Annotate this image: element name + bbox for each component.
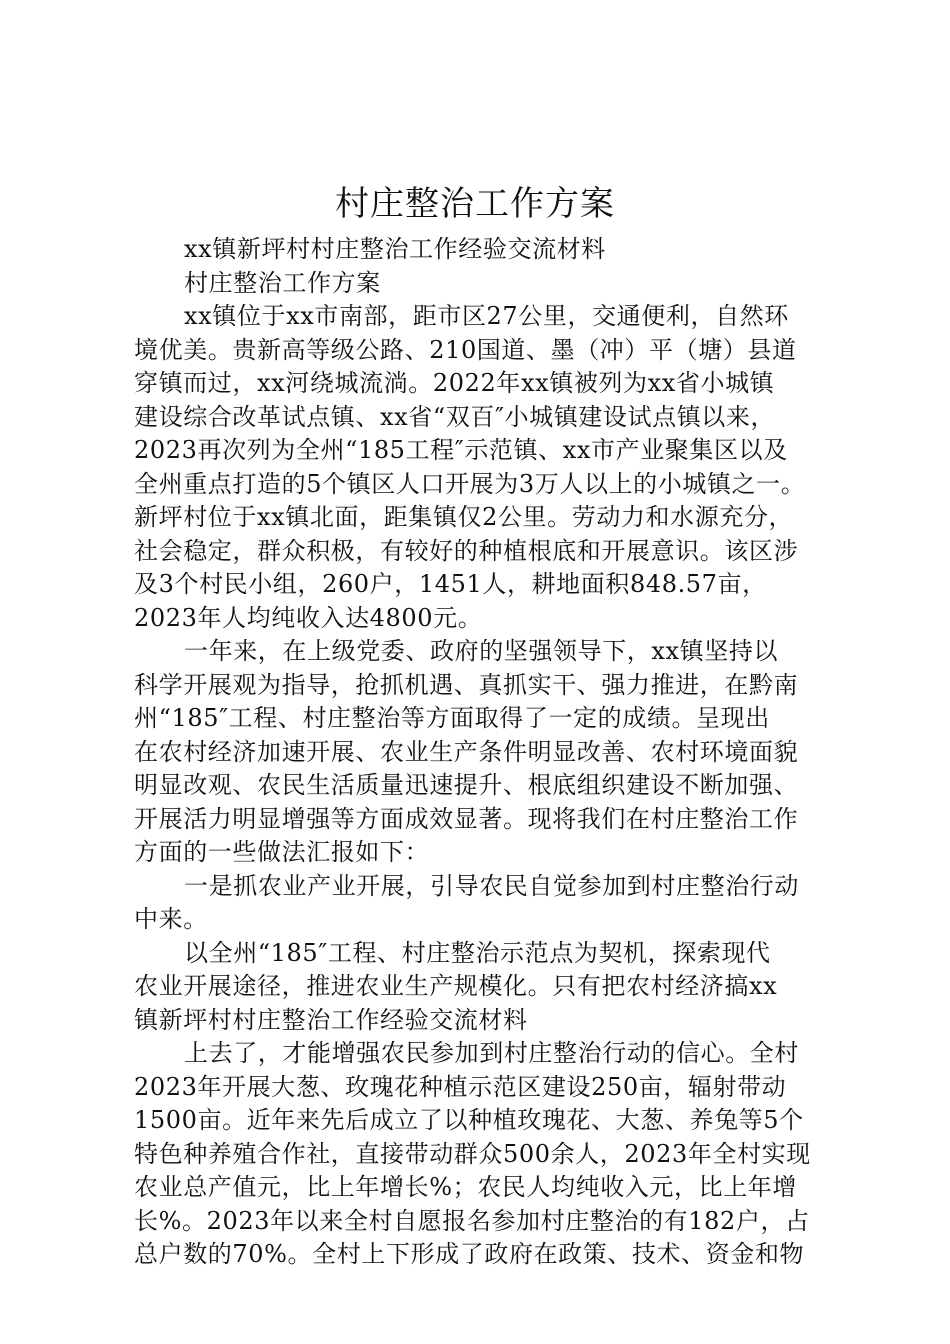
text-line: 新坪村位于xx镇北面，距集镇仅2公里。劳动力和水源充分， — [134, 503, 794, 531]
text-line: 上去了，才能增强农民参加到村庄整治行动的信心。全村 — [184, 1039, 799, 1067]
text-line: 境优美。贵新高等级公路、210国道、墨（冲）平（塘）县道 — [134, 335, 797, 364]
document-title: 村庄整治工作方案 — [335, 184, 615, 224]
text-line: 2023年人均纯收入达4800元。 — [134, 603, 483, 632]
text-line: 2023年开展大葱、玫瑰花种植示范区建设250亩，辐射带动 — [134, 1072, 787, 1101]
text-line: 建设综合改革试点镇、xx省“双百″小城镇建设试点镇以来， — [134, 402, 776, 431]
text-line: 方面的一些做法汇报如下： — [134, 838, 430, 866]
text-line: 村庄整治工作方案 — [184, 268, 381, 297]
document-body — [134, 233, 824, 1272]
text-line: 总户数的70%。全村上下形成了政府在政策、技术、资金和物 — [134, 1240, 805, 1268]
text-line: 以全州“185″工程、村庄整治示范点为契机，探索现代 — [184, 938, 771, 967]
text-line: 农业总产值元，比上年增长%；农民人均纯收入元，比上年增 — [134, 1173, 798, 1201]
text-line: 州“185″工程、村庄整治等方面取得了一定的成绩。呈现出 — [134, 704, 770, 732]
text-line: 特色种养殖合作社，直接带动群众500余人，2023年全村实现 — [134, 1139, 811, 1168]
text-line: 及3个村民小组，260户，1451人，耕地面积848.57亩， — [134, 570, 767, 598]
text-line: 在农村经济加速开展、农业生产条件明显改善、农村环境面貌 — [134, 737, 799, 766]
text-line: 科学开展观为指导，抢抓机遇、真抓实干、强力推进，在黔南 — [134, 670, 799, 699]
text-line: 2023再次列为全州“185工程″示范镇、xx市产业聚集区以及 — [134, 436, 788, 464]
text-line: 一年来，在上级党委、政府的坚强领导下，xx镇坚持以 — [184, 637, 779, 665]
text-line: xx镇位于xx市南部，距市区27公里，交通便利，自然环 — [184, 302, 789, 330]
text-line: xx镇新坪村村庄整治工作经验交流材料 — [184, 235, 606, 263]
text-line: 穿镇而过，xx河绕城流淌。2022年xx镇被列为xx省小城镇 — [134, 369, 775, 397]
text-line: 镇新坪村村庄整治工作经验交流材料 — [134, 1005, 528, 1034]
text-line: 中来。 — [134, 905, 208, 933]
text-line: 社会稳定，群众积极，有较好的种植根底和开展意识。该区涉 — [134, 536, 799, 565]
text-line: 农业开展途径，推进农业生产规模化。只有把农村经济搞xx — [134, 972, 778, 1000]
text-line: 全州重点打造的5个镇区人口开展为3万人以上的小城镇之一。 — [134, 469, 806, 498]
text-line: 一是抓农业产业开展，引导农民自觉参加到村庄整治行动 — [184, 871, 799, 900]
text-line: 开展活力明显增强等方面成效显著。现将我们在村庄整治工作 — [134, 804, 799, 833]
text-line: 1500亩。近年来先后成立了以种植玫瑰花、大葱、养兔等5个 — [134, 1106, 804, 1134]
text-line: 明显改观、农民生活质量迅速提升、根底组织建设不断加强、 — [134, 771, 799, 799]
text-line: 长%。2023年以来全村自愿报名参加村庄整治的有182户，占 — [134, 1206, 810, 1235]
